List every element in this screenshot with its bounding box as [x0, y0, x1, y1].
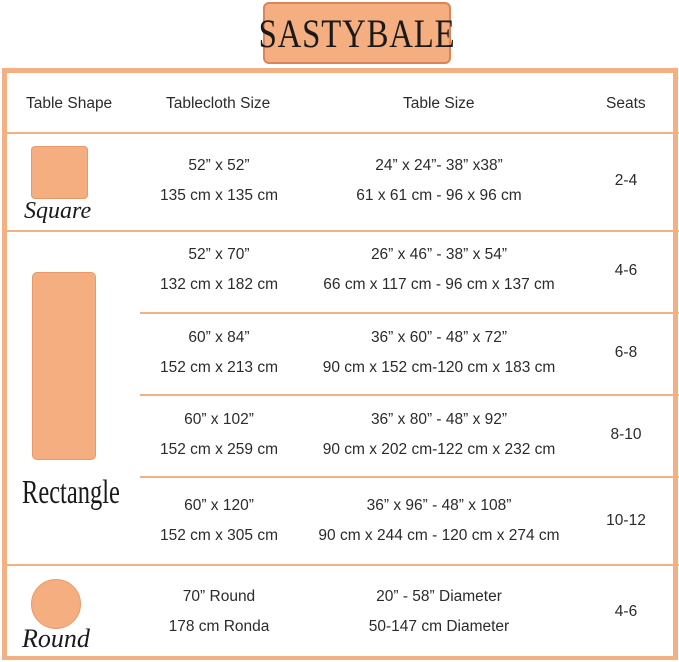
table-size-inches: 24” x 24”- 38” x38”	[375, 157, 503, 174]
header-tablecloth-size: Tablecloth Size	[166, 95, 271, 112]
table-size-cell	[300, 582, 578, 642]
seats-cell: 4-6	[614, 603, 638, 620]
rectangle-label: Rectangle	[22, 474, 120, 511]
tablecloth-size-cm: 178 cm Ronda	[168, 618, 270, 635]
table-size-cm: 61 x 61 cm - 96 x 96 cm	[356, 187, 522, 204]
header-table-shape: Table Shape	[26, 95, 113, 112]
tablecloth-size-inches: 70” Round	[182, 588, 256, 605]
seats-cell: 8-10	[610, 426, 642, 443]
table-size-cell	[300, 491, 578, 551]
tablecloth-size-inches: 60” x 120”	[184, 497, 254, 514]
table-size-cell	[300, 323, 578, 383]
table-size-cell	[300, 405, 578, 465]
table-size-cm: 90 cm x 152 cm-120 cm x 183 cm	[322, 359, 556, 376]
table-row	[143, 323, 295, 383]
table-size-cm: 90 cm x 202 cm-122 cm x 232 cm	[322, 441, 556, 458]
table-row	[143, 405, 295, 465]
table-size-cm: 50-147 cm Diameter	[368, 618, 510, 635]
tablecloth-size-cm: 152 cm x 259 cm	[159, 441, 279, 458]
table-size-inches: 36” x 60” - 48” x 72”	[370, 329, 508, 346]
tablecloth-size-inches: 52” x 52”	[188, 157, 250, 174]
brand-name: SASTYBALE	[258, 10, 456, 56]
tablecloth-size-inches: 52” x 70”	[188, 246, 250, 263]
table-size-inches: 26” x 46” - 38” x 54”	[370, 246, 508, 263]
seats-cell: 10-12	[606, 512, 646, 529]
table-row	[143, 240, 295, 300]
divider-square	[7, 230, 679, 232]
divider-rect-3	[140, 476, 679, 478]
seats-cell: 2-4	[614, 172, 638, 189]
divider-rect-1	[140, 312, 679, 314]
rectangle-shape-icon	[32, 272, 96, 460]
table-row	[143, 491, 295, 551]
tablecloth-size-cm: 135 cm x 135 cm	[159, 187, 279, 204]
table-size-inches: 36” x 96” - 48” x 108”	[366, 497, 512, 514]
square-shape-icon	[31, 146, 88, 199]
table-row	[143, 151, 295, 211]
divider-header	[7, 132, 679, 134]
table-size-inches: 36” x 80” - 48” x 92”	[370, 411, 508, 428]
divider-rectangle	[7, 564, 679, 566]
table-size-cm: 66 cm x 117 cm - 96 cm x 137 cm	[323, 276, 555, 293]
seats-cell: 6-8	[614, 344, 638, 361]
header-seats: Seats	[606, 95, 646, 112]
tablecloth-size-cm: 152 cm x 213 cm	[159, 359, 279, 376]
table-size-cell	[300, 151, 578, 211]
round-shape-icon	[31, 579, 81, 629]
table-size-cm: 90 cm x 244 cm - 120 cm x 274 cm	[318, 527, 560, 544]
tablecloth-size-cm: 132 cm x 182 cm	[159, 276, 279, 293]
round-label: Round	[22, 624, 90, 653]
tablecloth-size-cm: 152 cm x 305 cm	[159, 527, 279, 544]
table-row	[143, 582, 295, 642]
tablecloth-size-inches: 60” x 102”	[184, 411, 254, 428]
square-label: Square	[24, 198, 92, 224]
seats-cell: 4-6	[614, 262, 638, 279]
header-table-size: Table Size	[403, 95, 475, 112]
divider-rect-2	[140, 394, 679, 396]
tablecloth-size-inches: 60” x 84”	[188, 329, 250, 346]
brand-logo	[258, 2, 456, 64]
table-size-inches: 20” - 58” Diameter	[376, 588, 502, 605]
table-size-cell	[300, 240, 578, 300]
